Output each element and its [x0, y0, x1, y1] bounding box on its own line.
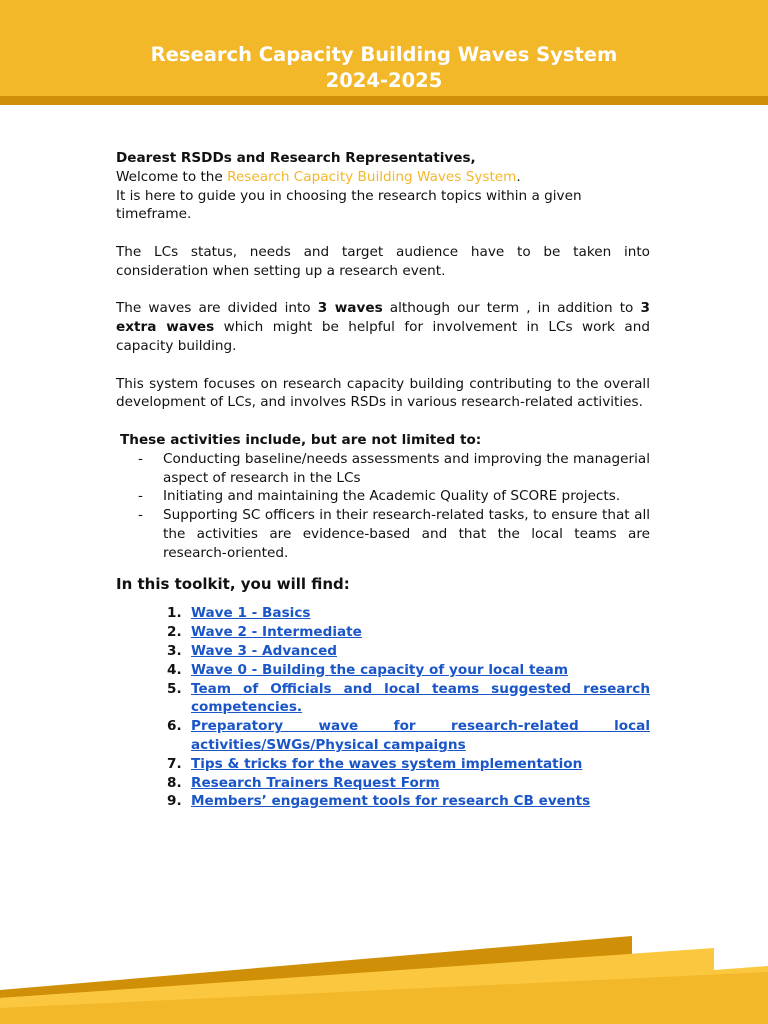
waves-bold-2: 3 extra waves	[116, 300, 650, 336]
welcome-line	[116, 168, 650, 187]
activity-text: Conducting baseline/needs assessments and improving the managerial aspect of research in the LCs	[163, 450, 650, 486]
greeting: Dearest RSDDs and Research Representatives,	[116, 150, 476, 166]
focus-paragraph: This system focuses on research capacity building contributing to the overall development of LCs, and involves RSDs in various research-related activities.	[116, 375, 650, 411]
welcome-prefix: Welcome to the	[116, 168, 228, 185]
toc-item	[167, 604, 650, 623]
waves-bold-1: 3 waves	[317, 300, 383, 317]
activities-heading: These activities include, but are not limited to:	[120, 431, 482, 448]
toc-link-wave-3[interactable]: Wave 3 - Advanced	[191, 642, 338, 659]
bullet-marker: -	[138, 450, 143, 467]
header-accent-band	[0, 96, 768, 105]
list-item	[138, 450, 650, 488]
waves-suffix: which might be helpful for involvement in LCs work and capacity building.	[116, 319, 650, 354]
toc-link-trainers-request[interactable]: Research Trainers Request Form	[191, 774, 440, 791]
system-name-highlight: Research Capacity Building Waves System	[227, 168, 517, 185]
toc-number: 3.	[167, 642, 182, 659]
toolkit-heading: In this toolkit, you will find:	[116, 574, 350, 593]
toc-link-engagement-tools[interactable]: Members’ engagement tools for research CB events	[191, 793, 591, 810]
activity-text: Initiating and maintaining the Academic Quality of SCORE projects.	[163, 488, 621, 505]
toc-number: 6.	[167, 718, 182, 735]
toc-number: 1.	[167, 605, 182, 622]
waves-paragraph	[116, 299, 650, 355]
activity-text: Supporting SC officers in their research-related tasks, to ensure that all the activities are evidence-based and that the local teams are research-oriented.	[163, 507, 650, 561]
toc-item	[167, 792, 650, 811]
toc-link-competencies[interactable]: Team of Officials and local teams suggested research competencies.	[191, 680, 650, 716]
toc-link-wave-0[interactable]: Wave 0 - Building the capacity of your local team	[191, 661, 569, 678]
title-line-1: Research Capacity Building Waves System	[150, 43, 618, 66]
toc-item	[167, 642, 650, 661]
guide-paragraph: It is here to guide you in choosing the research topics within a given timeframe.	[116, 187, 582, 223]
toc-number: 7.	[167, 755, 182, 772]
toc-item	[167, 755, 650, 774]
toc-number: 5.	[167, 680, 182, 697]
toc-item	[167, 717, 650, 755]
lcs-paragraph: The LCs status, needs and target audience have to be taken into consideration when setting up a research event.	[116, 243, 650, 279]
toc-item	[167, 661, 650, 680]
toc-number: 9.	[167, 793, 182, 810]
toolkit-contents-list	[116, 604, 650, 811]
activities-list	[116, 450, 650, 563]
toc-link-preparatory-wave[interactable]: Preparatory wave for research-related local activities/SWGs/Physical campaigns	[191, 718, 650, 753]
toc-number: 2.	[167, 624, 182, 641]
title-line-2: 2024-2025	[325, 69, 443, 92]
toc-link-wave-2[interactable]: Wave 2 - Intermediate	[191, 624, 362, 641]
toc-link-tips-tricks[interactable]: Tips & tricks for the waves system implementation	[191, 755, 583, 772]
page-title	[0, 42, 768, 94]
bullet-marker: -	[138, 507, 143, 524]
document-body	[116, 149, 650, 811]
list-item	[138, 506, 650, 562]
list-item	[138, 487, 650, 506]
toc-item	[167, 774, 650, 793]
toc-number: 8.	[167, 774, 182, 791]
toc-number: 4.	[167, 661, 182, 678]
footer-decoration	[0, 920, 768, 1024]
bullet-marker: -	[138, 488, 143, 505]
toc-item	[167, 623, 650, 642]
toc-link-wave-1[interactable]: Wave 1 - Basics	[191, 605, 311, 622]
welcome-suffix: .	[516, 168, 521, 185]
toc-item	[167, 680, 650, 718]
waves-prefix: The waves are divided into	[116, 300, 318, 317]
waves-middle: although our term , in addition to	[382, 300, 641, 317]
